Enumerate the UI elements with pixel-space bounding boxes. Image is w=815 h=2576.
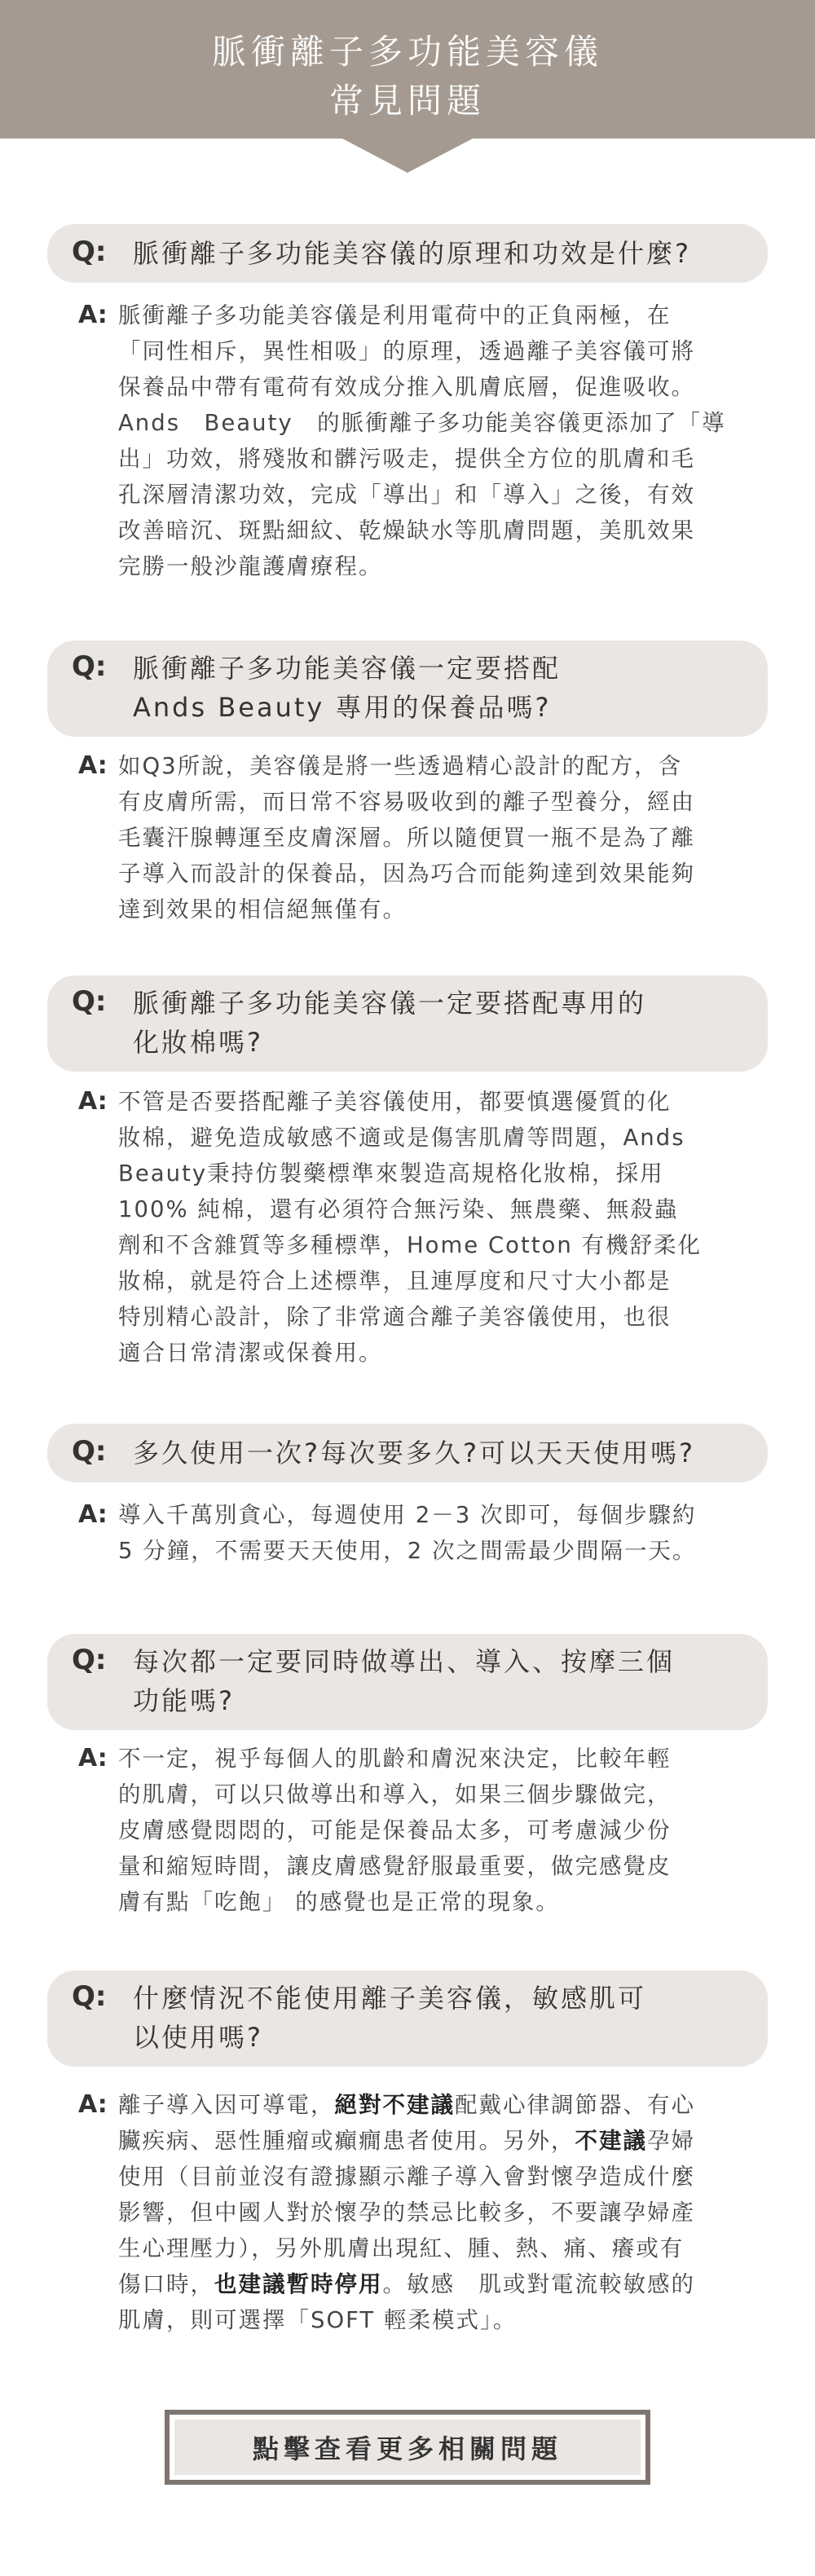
- answer-line: 保養品中帶有電荷有效成分推入肌膚底層，促進吸收。: [118, 374, 695, 400]
- answer-line: 劑和不含雜質等多種標準，Home Cotton 有機舒柔化: [118, 1232, 703, 1258]
- faq-question-box: [47, 1424, 768, 1482]
- answer-line: 妝棉，就是符合上述標準，且連厚度和尺寸大小都是: [118, 1268, 672, 1294]
- answer-line: 不一定，視乎每個人的肌齡和膚況來決定，比較年輕: [118, 1746, 672, 1772]
- answer-line: 適合日常清潔或保養用。: [118, 1340, 383, 1366]
- answer-line: Ands Beauty 的脈衝離子多功能美容儀更添加了「導: [118, 410, 726, 436]
- answer-line: 影響，但中國人對於懷孕的禁忌比較多，不要讓孕婦產: [118, 2200, 695, 2226]
- answer-label: A:: [78, 1744, 108, 1772]
- question-label: Q:: [72, 1435, 107, 1468]
- answer-text: [118, 1741, 754, 1920]
- answer-line: 毛囊汗腺轉運至皮膚深層。所以隨便買一瓶不是為了離: [118, 825, 695, 851]
- question-label: Q:: [72, 236, 107, 268]
- page-title-line1: 脈衝離子多功能美容儀: [211, 32, 603, 72]
- header-arrow-decoration: [342, 139, 473, 173]
- question-text: [133, 234, 743, 273]
- question-line: 脈衝離子多功能美容儀一定要搭配專用的: [133, 988, 647, 1019]
- answer-line: 生心理壓力），另外肌膚出現紅、腫、熱、痛、癢或有: [118, 2235, 685, 2261]
- more-questions-button[interactable]: [165, 2410, 650, 2485]
- more-questions-label: 點擊查看更多相關問題: [174, 2420, 641, 2475]
- answer-line: 導入千萬別貪心，每週使用 2－3 次即可，每個步驟約: [118, 1502, 697, 1528]
- answer-line: 使用（目前並沒有證據顯示離子導入會對懷孕造成什麼: [118, 2164, 695, 2190]
- answer-line: 膚有點「吃飽」 的感覺也是正常的現象。: [118, 1889, 560, 1915]
- question-text: [133, 1433, 743, 1473]
- question-line: 什麼情況不能使用離子美容儀，敏感肌可: [133, 1983, 647, 2014]
- answer-line: 達到效果的相信絕無僅有。: [118, 896, 407, 923]
- faq-question-box: [47, 1634, 768, 1730]
- answer-line: 100% 純棉，還有必須符合無污染、無農藥、無殺蟲: [118, 1196, 679, 1222]
- answer-text: [118, 2087, 754, 2338]
- answer-line: 如Q3所說，美容儀是將一些透過精心設計的配方，含: [118, 753, 683, 779]
- question-line: 脈衝離子多功能美容儀一定要搭配: [133, 653, 562, 684]
- question-label: Q:: [72, 1980, 107, 2013]
- answer-line: 「同性相斥，異性相吸」的原理，透過離子美容儀可將: [118, 338, 695, 364]
- answer-text: [118, 1084, 754, 1371]
- faq-question-box: [47, 975, 768, 1072]
- answer-label: A:: [78, 301, 108, 329]
- answer-label: A:: [78, 2090, 108, 2119]
- faq-question-box: [47, 224, 768, 283]
- question-text: [133, 1979, 743, 2057]
- answer-label: A:: [78, 751, 108, 780]
- answer-line: 5 分鐘，不需要天天使用，2 次之間需最少間隔一天。: [118, 1538, 697, 1564]
- answer-text: [118, 297, 754, 584]
- answer-text: [118, 748, 754, 927]
- faq-question-box: [47, 641, 768, 737]
- question-line: 脈衝離子多功能美容儀的原理和功效是什麼?: [133, 238, 691, 269]
- answer-text: [118, 1497, 754, 1569]
- answer-line: 孔深層清潔功效，完成「導出」和「導入」之後，有效: [118, 482, 695, 508]
- answer-line: 傷口時，也建議暫時停用。敏感 肌或對電流較敏感的: [118, 2271, 695, 2297]
- page-header: [0, 0, 815, 139]
- question-label: Q:: [72, 985, 107, 1018]
- answer-label: A:: [78, 1087, 108, 1116]
- question-line: 多久使用一次?每次要多久?可以天天使用嗎?: [133, 1438, 695, 1469]
- answer-line: 皮膚感覺悶悶的，可能是保養品太多，可考慮減少份: [118, 1817, 672, 1843]
- answer-line: 有皮膚所需，而日常不容易吸收到的離子型養分，經由: [118, 789, 695, 815]
- question-text: [133, 649, 743, 727]
- question-text: [133, 1642, 743, 1720]
- question-line: 功能嗎?: [133, 1685, 235, 1716]
- question-line: 每次都一定要同時做導出、導入、按摩三個: [133, 1646, 676, 1677]
- answer-line: 子導入而設計的保養品，因為巧合而能夠達到效果能夠: [118, 861, 695, 887]
- answer-line: 特別精心設計，除了非常適合離子美容儀使用，也很: [118, 1304, 672, 1330]
- answer-line: 不管是否要搭配離子美容儀使用，都要慎選優質的化: [118, 1089, 672, 1115]
- answer-label: A:: [78, 1500, 108, 1529]
- question-line: 化妝棉嗎?: [133, 1027, 263, 1058]
- answer-line: 肌膚，則可選擇「SOFT 輕柔模式」。: [118, 2307, 518, 2333]
- question-label: Q:: [72, 1644, 107, 1676]
- answer-line: 的肌膚，可以只做導出和導入，如果三個步驟做完，: [118, 1781, 672, 1808]
- answer-line: 離子導入因可導電，絕對不建議配戴心律調節器、有心: [118, 2092, 695, 2118]
- answer-line: 改善暗沉、斑點細紋、乾燥缺水等肌膚問題，美肌效果: [118, 517, 695, 544]
- question-line: 以使用嗎?: [133, 2022, 263, 2053]
- answer-line: 量和縮短時間，讓皮膚感覺舒服最重要，做完感覺皮: [118, 1853, 672, 1879]
- answer-line: 完勝一般沙龍護膚療程。: [118, 553, 383, 579]
- answer-line: 出」功效，將殘妝和髒污吸走，提供全方位的肌膚和毛: [118, 446, 695, 472]
- faq-question-box: [47, 1971, 768, 2067]
- question-line: Ands Beauty 專用的保養品嗎?: [133, 692, 552, 723]
- question-text: [133, 984, 743, 1062]
- answer-line: 臟疾病、惡性腫瘤或癲癇患者使用。另外，不建議孕婦: [118, 2128, 695, 2154]
- answer-line: 脈衝離子多功能美容儀是利用電荷中的正負兩極，在: [118, 302, 672, 328]
- question-label: Q:: [72, 650, 107, 683]
- page-title-line2: 常見問題: [328, 81, 486, 121]
- answer-line: Beauty秉持仿製藥標準來製造高規格化妝棉，採用: [118, 1160, 664, 1187]
- answer-line: 妝棉，避免造成敏感不適或是傷害肌膚等問題，Ands: [118, 1125, 685, 1151]
